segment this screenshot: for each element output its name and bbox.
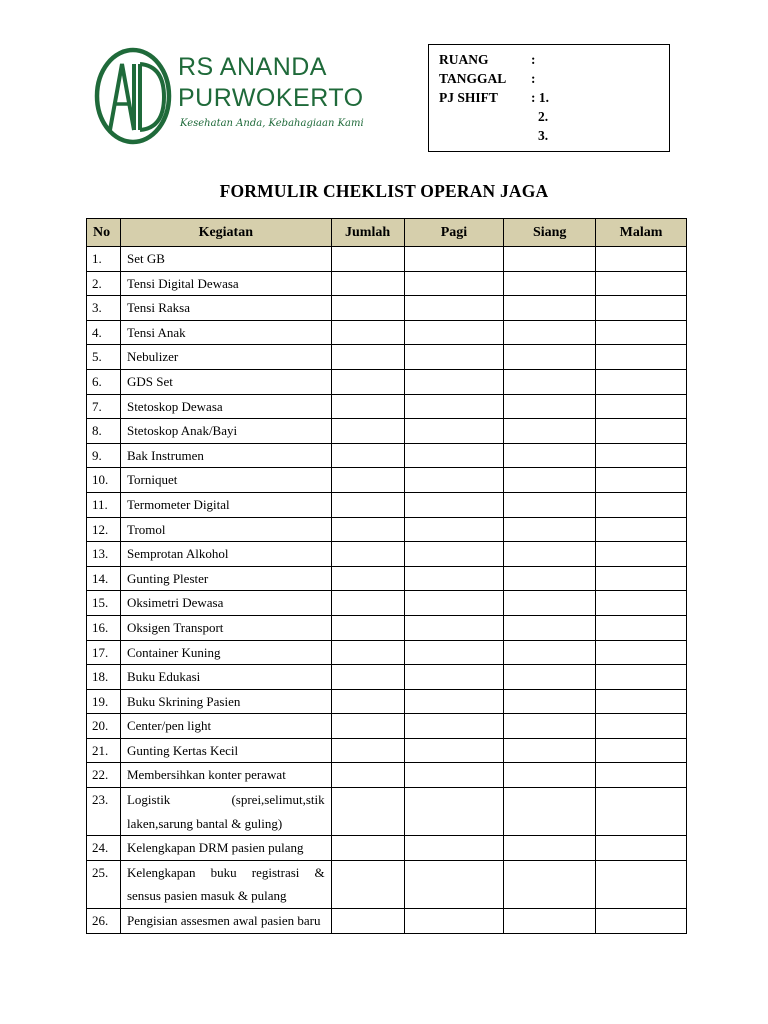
table-row: [87, 738, 687, 763]
table-row: [87, 296, 687, 321]
checklist-body: [87, 247, 687, 934]
cell-siang[interactable]: [504, 909, 596, 934]
table-row: [87, 369, 687, 394]
cell-malam[interactable]: [596, 369, 687, 394]
table-row: [87, 492, 687, 517]
cell-pagi[interactable]: [404, 394, 504, 419]
cell-pagi[interactable]: [404, 517, 504, 542]
row-number: 12.: [87, 517, 121, 542]
row-activity: Container Kuning: [120, 640, 331, 665]
row-activity: Bak Instrumen: [120, 443, 331, 468]
cell-malam[interactable]: [596, 738, 687, 763]
row-activity: Tromol: [120, 517, 331, 542]
column-header-kegiatan: Kegiatan: [120, 219, 331, 247]
cell-jumlah[interactable]: [331, 714, 404, 739]
row-activity: Kelengkapan DRM pasien pulang: [120, 836, 331, 861]
row-number: 21.: [87, 738, 121, 763]
row-activity: Gunting Kertas Kecil: [120, 738, 331, 763]
cell-pagi[interactable]: [404, 738, 504, 763]
row-activity: Stetoskop Anak/Bayi: [120, 419, 331, 444]
cell-jumlah[interactable]: [331, 763, 404, 788]
cell-pagi[interactable]: [404, 369, 504, 394]
cell-jumlah[interactable]: [331, 788, 404, 836]
table-row: [87, 419, 687, 444]
row-number: 20.: [87, 714, 121, 739]
tanggal-label: TANGGAL: [439, 71, 507, 86]
cell-jumlah[interactable]: [331, 615, 404, 640]
pj-shift-slot-1: : 1.: [531, 90, 549, 105]
cell-pagi[interactable]: [404, 492, 504, 517]
cell-pagi[interactable]: [404, 320, 504, 345]
cell-malam[interactable]: [596, 591, 687, 616]
cell-pagi[interactable]: [404, 247, 504, 272]
cell-malam[interactable]: [596, 665, 687, 690]
cell-pagi[interactable]: [404, 714, 504, 739]
cell-malam[interactable]: [596, 714, 687, 739]
row-activity: Tensi Raksa: [120, 296, 331, 321]
cell-malam[interactable]: [596, 542, 687, 567]
row-number: 15.: [87, 591, 121, 616]
row-number: 18.: [87, 665, 121, 690]
hospital-logo: [94, 46, 364, 146]
cell-siang[interactable]: [504, 320, 596, 345]
row-number: 9.: [87, 443, 121, 468]
row-activity: Logistik (sprei,selimut,stik laken,sarung bantal & guling): [120, 788, 331, 836]
cell-jumlah[interactable]: [331, 443, 404, 468]
column-header-jumlah: Jumlah: [331, 219, 404, 247]
row-activity: Semprotan Alkohol: [120, 542, 331, 567]
row-number: 5.: [87, 345, 121, 370]
logo-name-line2: PURWOKERTO: [178, 84, 364, 112]
cell-jumlah[interactable]: [331, 665, 404, 690]
row-activity: Stetoskop Dewasa: [120, 394, 331, 419]
row-activity: Set GB: [120, 247, 331, 272]
form-title: FORMULIR CHEKLIST OPERAN JAGA: [219, 181, 549, 201]
cell-malam[interactable]: [596, 320, 687, 345]
table-row: [87, 271, 687, 296]
cell-siang[interactable]: [504, 860, 596, 908]
cell-jumlah[interactable]: [331, 345, 404, 370]
cell-pagi[interactable]: [404, 468, 504, 493]
cell-siang[interactable]: [504, 247, 596, 272]
row-activity: Torniquet: [120, 468, 331, 493]
checklist-table: [86, 218, 687, 934]
cell-siang[interactable]: [504, 591, 596, 616]
cell-siang[interactable]: [504, 369, 596, 394]
row-activity: Tensi Anak: [120, 320, 331, 345]
cell-malam[interactable]: [596, 566, 687, 591]
cell-siang[interactable]: [504, 763, 596, 788]
cell-pagi[interactable]: [404, 542, 504, 567]
row-number: 4.: [87, 320, 121, 345]
cell-siang[interactable]: [504, 345, 596, 370]
cell-siang[interactable]: [504, 271, 596, 296]
tanggal-row: [439, 71, 536, 87]
cell-jumlah[interactable]: [331, 394, 404, 419]
logo-name-line1: RS ANANDA: [178, 53, 327, 81]
row-number: 6.: [87, 369, 121, 394]
cell-malam[interactable]: [596, 271, 687, 296]
table-row: [87, 542, 687, 567]
row-number: 1.: [87, 247, 121, 272]
column-header-siang: Siang: [504, 219, 596, 247]
row-number: 24.: [87, 836, 121, 861]
row-number: 3.: [87, 296, 121, 321]
table-row: [87, 689, 687, 714]
cell-jumlah[interactable]: [331, 640, 404, 665]
cell-malam[interactable]: [596, 296, 687, 321]
column-header-malam: Malam: [596, 219, 687, 247]
row-activity: Buku Edukasi: [120, 665, 331, 690]
cell-pagi[interactable]: [404, 665, 504, 690]
cell-malam[interactable]: [596, 443, 687, 468]
row-activity: Buku Skrining Pasien: [120, 689, 331, 714]
table-row: [87, 763, 687, 788]
row-number: 22.: [87, 763, 121, 788]
row-activity: Oksigen Transport: [120, 615, 331, 640]
table-row: [87, 665, 687, 690]
cell-jumlah[interactable]: [331, 247, 404, 272]
row-number: 23.: [87, 788, 121, 836]
cell-siang[interactable]: [504, 394, 596, 419]
cell-siang[interactable]: [504, 615, 596, 640]
table-row: [87, 468, 687, 493]
cell-siang[interactable]: [504, 517, 596, 542]
ruang-label: RUANG: [439, 52, 489, 67]
table-row: [87, 909, 687, 934]
cell-pagi[interactable]: [404, 443, 504, 468]
cell-jumlah[interactable]: [331, 468, 404, 493]
cell-jumlah[interactable]: [331, 566, 404, 591]
cell-siang[interactable]: [504, 296, 596, 321]
table-row: [87, 860, 687, 908]
cell-pagi[interactable]: [404, 788, 504, 836]
cell-siang[interactable]: [504, 738, 596, 763]
row-activity: Kelengkapan buku registrasi & sensus pasien masuk & pulang: [120, 860, 331, 908]
cell-jumlah[interactable]: [331, 296, 404, 321]
table-row: [87, 345, 687, 370]
row-activity: Tensi Digital Dewasa: [120, 271, 331, 296]
row-activity: Termometer Digital: [120, 492, 331, 517]
cell-malam[interactable]: [596, 468, 687, 493]
cell-jumlah[interactable]: [331, 909, 404, 934]
table-row: [87, 836, 687, 861]
cell-siang[interactable]: [504, 640, 596, 665]
pj-shift-slot-2: 2.: [538, 109, 549, 124]
pj-shift-label: PJ SHIFT: [439, 90, 498, 105]
cell-malam[interactable]: [596, 860, 687, 908]
column-header-no: No: [87, 219, 121, 247]
rs-ananda-monogram-icon: [94, 46, 174, 146]
cell-jumlah[interactable]: [331, 492, 404, 517]
cell-pagi[interactable]: [404, 836, 504, 861]
cell-malam[interactable]: [596, 247, 687, 272]
ruang-separator: :: [531, 52, 536, 67]
table-row: [87, 591, 687, 616]
row-number: 16.: [87, 615, 121, 640]
cell-siang[interactable]: [504, 788, 596, 836]
cell-jumlah[interactable]: [331, 271, 404, 296]
table-row: [87, 394, 687, 419]
row-activity: Membersihkan konter perawat: [120, 763, 331, 788]
cell-jumlah[interactable]: [331, 860, 404, 908]
row-number: 11.: [87, 492, 121, 517]
cell-pagi[interactable]: [404, 419, 504, 444]
table-row: [87, 788, 687, 836]
cell-pagi[interactable]: [404, 271, 504, 296]
cell-siang[interactable]: [504, 443, 596, 468]
cell-pagi[interactable]: [404, 640, 504, 665]
row-number: 2.: [87, 271, 121, 296]
cell-malam[interactable]: [596, 419, 687, 444]
row-number: 17.: [87, 640, 121, 665]
cell-malam[interactable]: [596, 763, 687, 788]
cell-jumlah[interactable]: [331, 591, 404, 616]
cell-pagi[interactable]: [404, 345, 504, 370]
cell-malam[interactable]: [596, 517, 687, 542]
cell-malam[interactable]: [596, 788, 687, 836]
cell-jumlah[interactable]: [331, 517, 404, 542]
row-number: 8.: [87, 419, 121, 444]
cell-jumlah[interactable]: [331, 689, 404, 714]
logo-tagline: Kesehatan Anda, Kebahagiaan Kami: [180, 118, 364, 129]
cell-malam[interactable]: [596, 836, 687, 861]
ruang-row: [439, 52, 536, 68]
row-activity: GDS Set: [120, 369, 331, 394]
pj-shift-slot-3: 3.: [538, 128, 549, 143]
cell-siang[interactable]: [504, 665, 596, 690]
row-activity: Pengisian assesmen awal pasien baru: [120, 909, 331, 934]
cell-siang[interactable]: [504, 542, 596, 567]
row-number: 25.: [87, 860, 121, 908]
table-row: [87, 517, 687, 542]
cell-pagi[interactable]: [404, 591, 504, 616]
table-row: [87, 443, 687, 468]
cell-malam[interactable]: [596, 615, 687, 640]
table-row: [87, 615, 687, 640]
row-activity: Gunting Plester: [120, 566, 331, 591]
cell-malam[interactable]: [596, 394, 687, 419]
cell-pagi[interactable]: [404, 860, 504, 908]
column-header-pagi: Pagi: [404, 219, 504, 247]
row-number: 26.: [87, 909, 121, 934]
cell-pagi[interactable]: [404, 763, 504, 788]
table-row: [87, 640, 687, 665]
cell-siang[interactable]: [504, 566, 596, 591]
cell-malam[interactable]: [596, 640, 687, 665]
cell-pagi[interactable]: [404, 689, 504, 714]
table-row: [87, 566, 687, 591]
cell-siang[interactable]: [504, 468, 596, 493]
row-number: 13.: [87, 542, 121, 567]
tanggal-separator: :: [531, 71, 536, 86]
cell-jumlah[interactable]: [331, 738, 404, 763]
cell-jumlah[interactable]: [331, 542, 404, 567]
row-number: 10.: [87, 468, 121, 493]
cell-jumlah[interactable]: [331, 320, 404, 345]
cell-jumlah[interactable]: [331, 836, 404, 861]
cell-malam[interactable]: [596, 492, 687, 517]
cell-pagi[interactable]: [404, 909, 504, 934]
row-number: 14.: [87, 566, 121, 591]
cell-siang[interactable]: [504, 492, 596, 517]
table-row: [87, 714, 687, 739]
cell-malam[interactable]: [596, 909, 687, 934]
row-number: 19.: [87, 689, 121, 714]
table-header-row: [87, 219, 687, 247]
cell-malam[interactable]: [596, 345, 687, 370]
row-activity: Oksimetri Dewasa: [120, 591, 331, 616]
cell-siang[interactable]: [504, 714, 596, 739]
cell-malam[interactable]: [596, 689, 687, 714]
cell-siang[interactable]: [504, 419, 596, 444]
cell-jumlah[interactable]: [331, 419, 404, 444]
cell-siang[interactable]: [504, 689, 596, 714]
cell-jumlah[interactable]: [331, 369, 404, 394]
cell-pagi[interactable]: [404, 566, 504, 591]
cell-pagi[interactable]: [404, 615, 504, 640]
table-row: [87, 320, 687, 345]
table-row: [87, 247, 687, 272]
row-activity: Nebulizer: [120, 345, 331, 370]
cell-pagi[interactable]: [404, 296, 504, 321]
cell-siang[interactable]: [504, 836, 596, 861]
shift-info-box: [428, 44, 670, 152]
row-number: 7.: [87, 394, 121, 419]
pj-shift-row: [439, 90, 549, 106]
row-activity: Center/pen light: [120, 714, 331, 739]
